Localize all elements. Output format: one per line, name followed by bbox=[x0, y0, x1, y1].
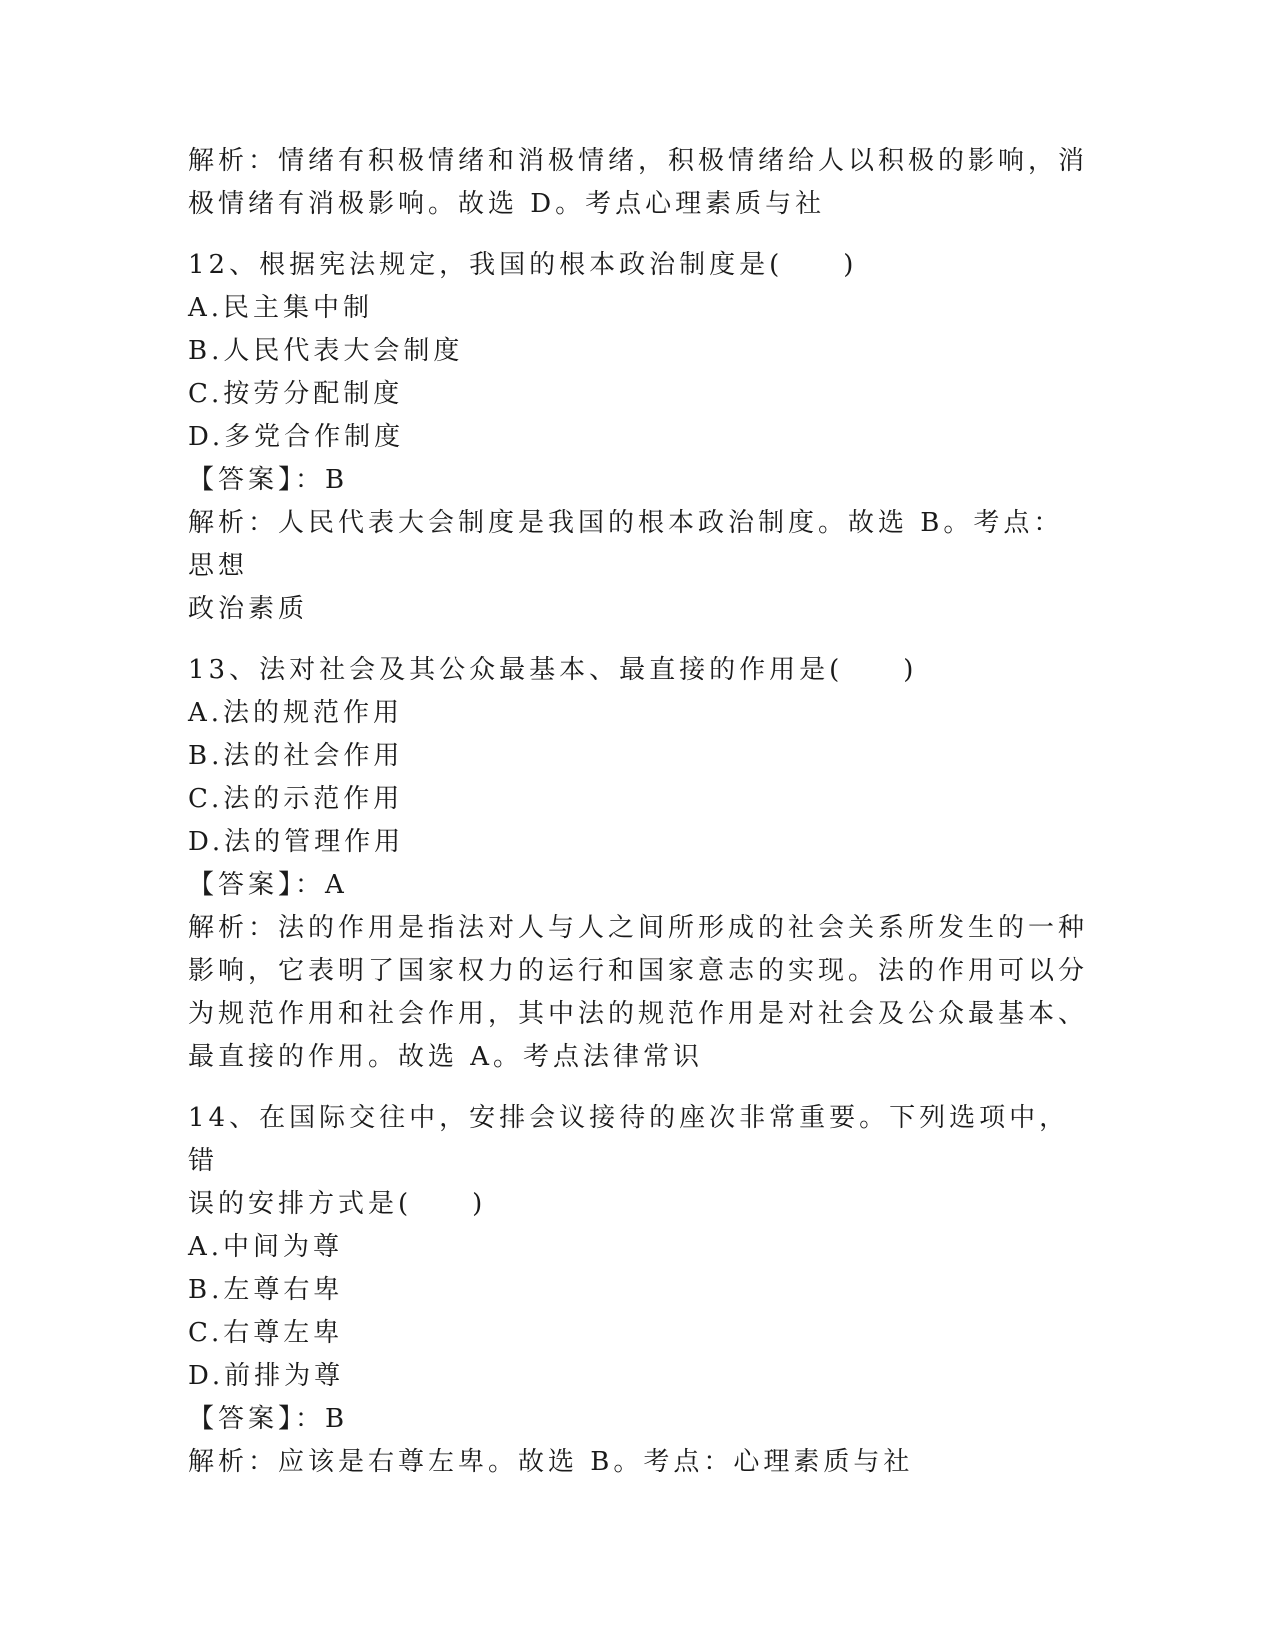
analysis-line: 解析：法的作用是指法对人与人之间所形成的社会关系所发生的一种 bbox=[188, 913, 1089, 943]
option-a: A.法的规范作用 bbox=[188, 698, 404, 728]
option-c: C.右尊左卑 bbox=[188, 1318, 344, 1348]
answer-line: 【答案】：B bbox=[188, 1404, 349, 1434]
option-d: D.前排为尊 bbox=[188, 1361, 345, 1391]
intro-analysis bbox=[188, 140, 1088, 226]
analysis-line: 最直接的作用。故选 A。考点法律常识 bbox=[188, 1042, 704, 1072]
option-d: D.多党合作制度 bbox=[188, 422, 405, 452]
option-b: B.左尊右卑 bbox=[188, 1275, 344, 1305]
analysis-line: 解析：情绪有积极情绪和消极情绪，积极情绪给人以积极的影响，消 bbox=[188, 146, 1089, 176]
option-a: A.中间为尊 bbox=[188, 1232, 344, 1262]
question-title: 12、根据宪法规定，我国的根本政治制度是( ) bbox=[188, 250, 858, 280]
analysis-line: 政治素质 bbox=[188, 594, 309, 624]
question-13 bbox=[188, 649, 1088, 1079]
option-a: A.民主集中制 bbox=[188, 293, 374, 323]
question-title: 13、法对社会及其公众最基本、最直接的作用是( ) bbox=[188, 655, 918, 685]
analysis-line: 影响，它表明了国家权力的运行和国家意志的实现。法的作用可以分 bbox=[188, 956, 1089, 986]
option-b: B.法的社会作用 bbox=[188, 741, 404, 771]
question-12 bbox=[188, 244, 1088, 631]
question-title: 误的安排方式是( ) bbox=[188, 1189, 487, 1219]
question-title: 14、在国际交往中，安排会议接待的座次非常重要。下列选项中，错 bbox=[188, 1103, 1070, 1176]
answer-line: 【答案】：B bbox=[188, 465, 349, 495]
answer-line: 【答案】：A bbox=[188, 870, 348, 900]
analysis-line: 为规范作用和社会作用，其中法的规范作用是对社会及公众最基本、 bbox=[188, 999, 1089, 1029]
document-page bbox=[188, 140, 1088, 1484]
option-d: D.法的管理作用 bbox=[188, 827, 405, 857]
analysis-line: 解析：应该是右尊左卑。故选 B。考点：心理素质与社 bbox=[188, 1447, 914, 1477]
question-14 bbox=[188, 1097, 1088, 1484]
analysis-line: 解析：人民代表大会制度是我国的根本政治制度。故选 B。考点：思想 bbox=[188, 508, 1064, 581]
option-b: B.人民代表大会制度 bbox=[188, 336, 464, 366]
analysis-line: 极情绪有消极影响。故选 D。考点心理素质与社 bbox=[188, 189, 826, 219]
option-c: C.法的示范作用 bbox=[188, 784, 404, 814]
option-c: C.按劳分配制度 bbox=[188, 379, 404, 409]
